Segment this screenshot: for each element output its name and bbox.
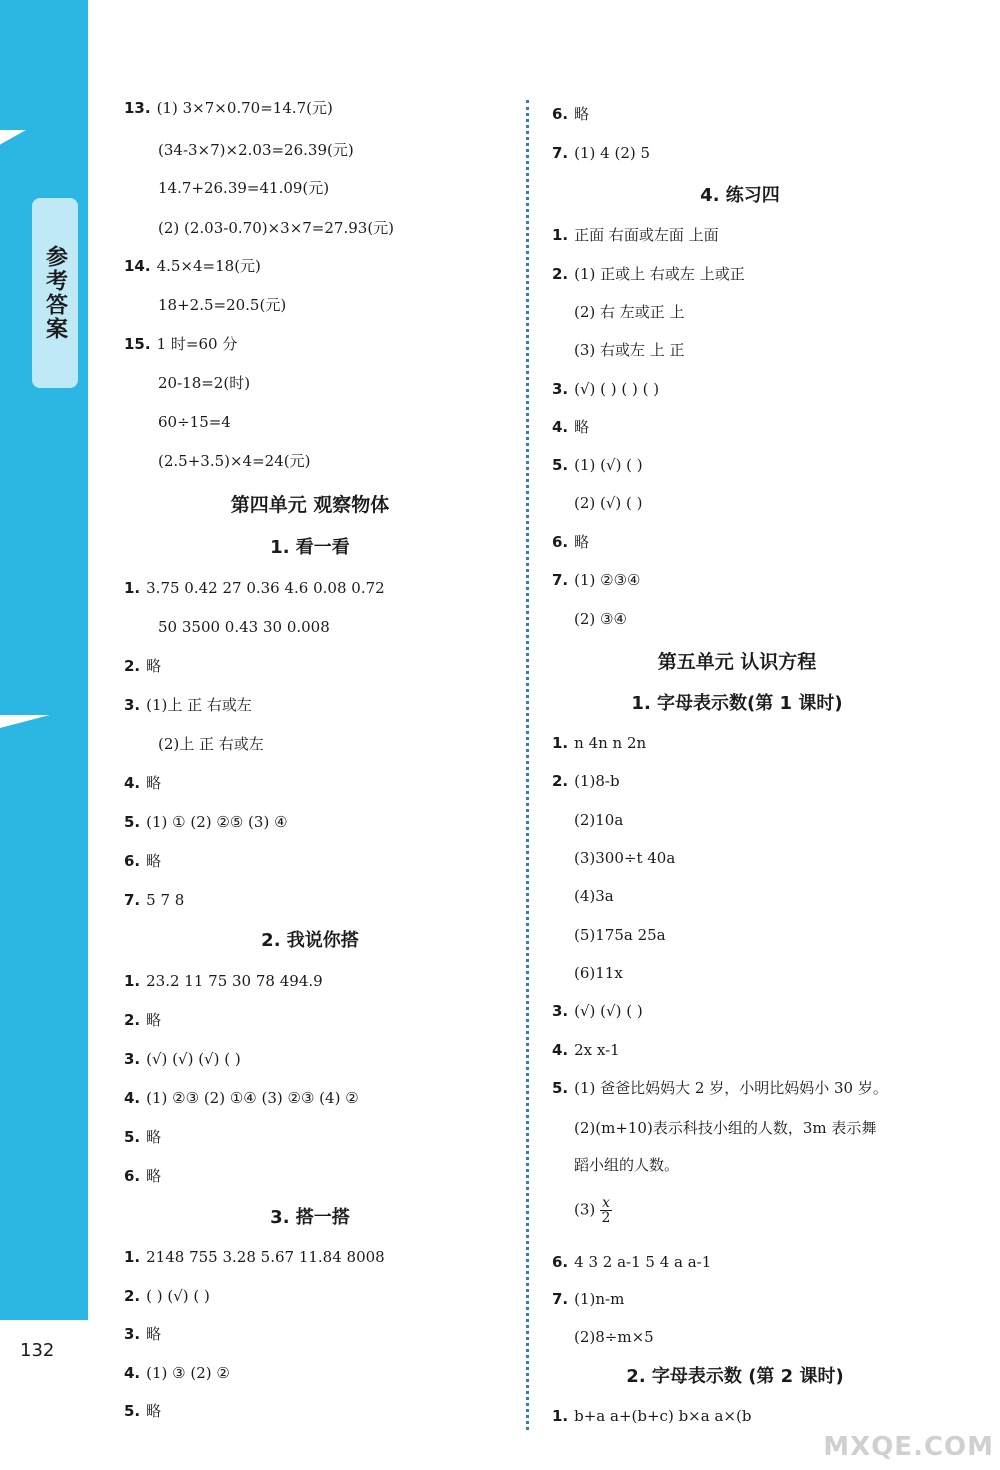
answer-line	[552, 532, 589, 552]
answer-text: 略	[146, 1402, 162, 1420]
answer-text: 18+2.5=20.5(元)	[158, 296, 287, 314]
answer-line	[574, 1327, 654, 1347]
question-number: 3.	[124, 1050, 141, 1068]
question-number: 15.	[124, 335, 151, 353]
page-number: 132	[20, 1340, 55, 1361]
question-number: 5.	[124, 1128, 141, 1146]
answer-text: 60÷15=4	[158, 413, 231, 431]
sidebar-band-middle	[0, 95, 88, 715]
column-divider	[526, 100, 529, 1430]
answer-line	[552, 1040, 620, 1060]
section-title: 1. 看一看	[270, 537, 350, 558]
answer-line	[124, 334, 237, 354]
question-number: 3.	[552, 380, 569, 398]
answer-text: (2) (2.03-0.70)×3×7=27.93(元)	[158, 219, 395, 237]
answer-text: (2) (√) ( )	[574, 494, 643, 512]
answer-text: (1) 3×7×0.70=14.7(元)	[156, 99, 333, 117]
answer-line	[552, 264, 745, 284]
answer-text: 略	[146, 1011, 162, 1029]
answer-text: 23.2 11 75 30 78 494.9	[146, 972, 323, 990]
question-number: 5.	[552, 1079, 569, 1097]
question-number: 2.	[552, 265, 569, 283]
question-number: 3.	[124, 696, 141, 714]
answer-text: 略	[146, 774, 162, 792]
answer-text: (1) ③ (2) ②	[146, 1364, 230, 1382]
answer-text: 蹈小组的人数。	[574, 1156, 680, 1174]
answer-line	[552, 1078, 888, 1098]
answer-text: 正面 右面或左面 上面	[574, 226, 719, 244]
answer-line	[574, 963, 623, 983]
section-title: 3. 搭一搭	[270, 1207, 350, 1228]
section-title: 4. 练习四	[700, 185, 780, 206]
section-title: 1. 字母表示数(第 1 课时)	[631, 693, 843, 714]
answer-text: (1) ① (2) ②⑤ (3) ④	[146, 813, 288, 831]
answer-label: (3)	[574, 1200, 596, 1219]
question-number: 7.	[552, 571, 569, 589]
answer-line	[552, 570, 641, 590]
answer-line	[574, 925, 666, 945]
answer-text: (2) 右 左或正 上	[574, 303, 685, 321]
answer-line	[124, 851, 161, 871]
answer-line	[124, 1401, 161, 1421]
answer-text: (√) ( ) ( ) ( )	[574, 380, 660, 398]
answer-line	[574, 1155, 679, 1175]
answer-text: (34-3×7)×2.03=26.39(元)	[158, 141, 354, 159]
answer-line	[124, 1010, 161, 1030]
question-number: 14.	[124, 257, 151, 275]
answer-line	[552, 1252, 711, 1272]
answer-text: 略	[146, 1167, 162, 1185]
answer-text: b+a a+(b+c) b×a a×(b	[574, 1407, 752, 1425]
question-number: 1.	[124, 1248, 141, 1266]
answer-text: (5)175a 25a	[574, 926, 666, 944]
answer-text: (1)n-m	[574, 1290, 625, 1308]
question-number: 2.	[124, 657, 141, 675]
question-number: 6.	[552, 1253, 569, 1271]
answer-line	[552, 379, 659, 399]
answer-text: 略	[146, 852, 162, 870]
answer-text: (4)3a	[574, 887, 614, 905]
answer-line	[552, 104, 589, 124]
answer-line	[124, 890, 184, 910]
answer-line	[124, 1247, 385, 1267]
answer-line	[124, 1363, 230, 1383]
question-number: 5.	[124, 1402, 141, 1420]
answer-text: (1)8-b	[574, 772, 620, 790]
question-number: 6.	[124, 1167, 141, 1185]
answer-text: 略	[574, 105, 590, 123]
answer-line	[574, 340, 685, 360]
answer-line	[552, 417, 589, 437]
question-number: 5.	[124, 813, 141, 831]
answer-text: 略	[146, 657, 162, 675]
question-number: 5.	[552, 456, 569, 474]
question-number: 1.	[552, 226, 569, 244]
fraction	[600, 1196, 612, 1225]
answer-text: (2)8÷m×5	[574, 1328, 654, 1346]
answer-text: 1 时=60 分	[156, 335, 238, 353]
answer-line	[552, 733, 646, 753]
answer-line	[124, 812, 288, 832]
watermark: MXQE.COM	[823, 1432, 994, 1462]
answer-text: (2)10a	[574, 811, 624, 829]
question-number: 13.	[124, 99, 151, 117]
answer-line	[124, 656, 161, 676]
question-number: 3.	[124, 1325, 141, 1343]
answer-line	[574, 848, 675, 868]
question-number: 7.	[552, 144, 569, 162]
answer-text: (3) 右或左 上 正	[574, 341, 685, 359]
answer-text: (1)上 正 右或左	[146, 696, 252, 714]
answer-line	[124, 971, 323, 991]
answer-text: 20-18=2(时)	[158, 374, 251, 392]
answer-text: 略	[574, 418, 590, 436]
fraction-denominator: 2	[601, 1210, 611, 1226]
answer-line	[158, 734, 264, 754]
answer-text: (2) ③④	[574, 610, 627, 628]
question-number: 1.	[124, 579, 141, 597]
answer-line	[158, 373, 250, 393]
question-number: 4.	[552, 418, 569, 436]
answer-text: 2x x-1	[574, 1041, 620, 1059]
answer-text: 3.75 0.42 27 0.36 4.6 0.08 0.72	[146, 579, 385, 597]
answer-text: (1) 4 (2) 5	[574, 144, 651, 162]
answer-line	[552, 771, 620, 791]
answer-line	[124, 1088, 359, 1108]
answer-line	[124, 1166, 161, 1186]
answer-line	[124, 773, 161, 793]
answer-line	[574, 609, 627, 629]
question-number: 2.	[124, 1011, 141, 1029]
answer-text: ( ) (√) ( )	[146, 1287, 210, 1305]
answer-line	[574, 302, 685, 322]
answer-line	[158, 451, 310, 471]
answer-text: 略	[574, 533, 590, 551]
question-number: 1.	[552, 1407, 569, 1425]
answer-text: n 4n n 2n	[574, 734, 647, 752]
question-number: 2.	[552, 772, 569, 790]
answer-text: 略	[146, 1128, 162, 1146]
question-number: 3.	[552, 1002, 569, 1020]
answer-text: 14.7+26.39=41.09(元)	[158, 179, 330, 197]
answer-line	[124, 1324, 161, 1344]
answer-line	[158, 295, 286, 315]
answer-line	[124, 695, 252, 715]
answer-line	[574, 810, 623, 830]
question-number: 6.	[552, 105, 569, 123]
question-number: 1.	[124, 972, 141, 990]
answer-line	[552, 1001, 643, 1021]
question-number: 4.	[124, 1364, 141, 1382]
unit-title: 第五单元 认识方程	[657, 651, 817, 673]
answer-text: (1) 正或上 右或左 上或正	[574, 265, 745, 283]
fraction-numerator: x	[602, 1195, 610, 1211]
answer-text: (3)300÷t 40a	[574, 849, 676, 867]
answer-text: (2)上 正 右或左	[158, 735, 264, 753]
answer-text: 4.5×4=18(元)	[156, 257, 261, 275]
question-number: 4.	[124, 1089, 141, 1107]
answer-line	[574, 886, 614, 906]
answer-line	[158, 412, 231, 432]
question-number: 4.	[124, 774, 141, 792]
answer-text: (2)(m+10)表示科技小组的人数，3m 表示舞	[574, 1119, 877, 1137]
section-title: 2. 我说你搭	[261, 930, 359, 951]
answer-text: (1) ②③ (2) ①④ (3) ②③ (4) ②	[146, 1089, 359, 1107]
answer-text: 略	[146, 1325, 162, 1343]
question-number: 2.	[124, 1287, 141, 1305]
answer-line	[124, 98, 333, 118]
answer-text: 5 7 8	[146, 891, 185, 909]
unit-title: 第四单元 观察物体	[230, 494, 390, 516]
answer-line	[552, 225, 719, 245]
answer-line	[158, 218, 394, 238]
question-number: 6.	[124, 852, 141, 870]
answer-text: (2.5+3.5)×4=24(元)	[158, 452, 311, 470]
question-number: 4.	[552, 1041, 569, 1059]
answer-line	[158, 178, 329, 198]
answer-line	[124, 1049, 241, 1069]
answer-text: 50 3500 0.43 30 0.008	[158, 618, 330, 636]
answer-text: (1) (√) ( )	[574, 456, 643, 474]
answer-line	[574, 1118, 876, 1138]
answer-text: (√) (√) (√) ( )	[146, 1050, 241, 1068]
answer-text: (1) ②③④	[574, 571, 641, 589]
answer-line	[574, 493, 643, 513]
answer-text: (1) 爸爸比妈妈大 2 岁，小明比妈妈小 30 岁。	[574, 1079, 888, 1097]
answer-line	[124, 1286, 210, 1306]
answer-text: 2148 755 3.28 5.67 11.84 8008	[146, 1248, 385, 1266]
question-number: 6.	[552, 533, 569, 551]
answer-text: 4 3 2 a-1 5 4 a a-1	[574, 1253, 712, 1271]
section-title: 2. 字母表示数 (第 2 课时)	[626, 1366, 844, 1387]
answer-line	[552, 1289, 624, 1309]
answer-line	[158, 617, 330, 637]
question-number: 7.	[552, 1290, 569, 1308]
answer-line	[552, 455, 643, 475]
question-number: 1.	[552, 734, 569, 752]
answer-line	[552, 1406, 751, 1426]
answer-line	[124, 1127, 161, 1147]
answer-text: (6)11x	[574, 964, 623, 982]
question-number: 7.	[124, 891, 141, 909]
answer-line	[552, 143, 650, 163]
sidebar-tab-label: 参考答案	[32, 198, 78, 388]
answer-text: (√) (√) ( )	[574, 1002, 643, 1020]
answer-line	[124, 578, 385, 598]
answer-line	[124, 256, 261, 276]
answer-line	[158, 140, 354, 160]
fraction-answer	[574, 1196, 612, 1225]
